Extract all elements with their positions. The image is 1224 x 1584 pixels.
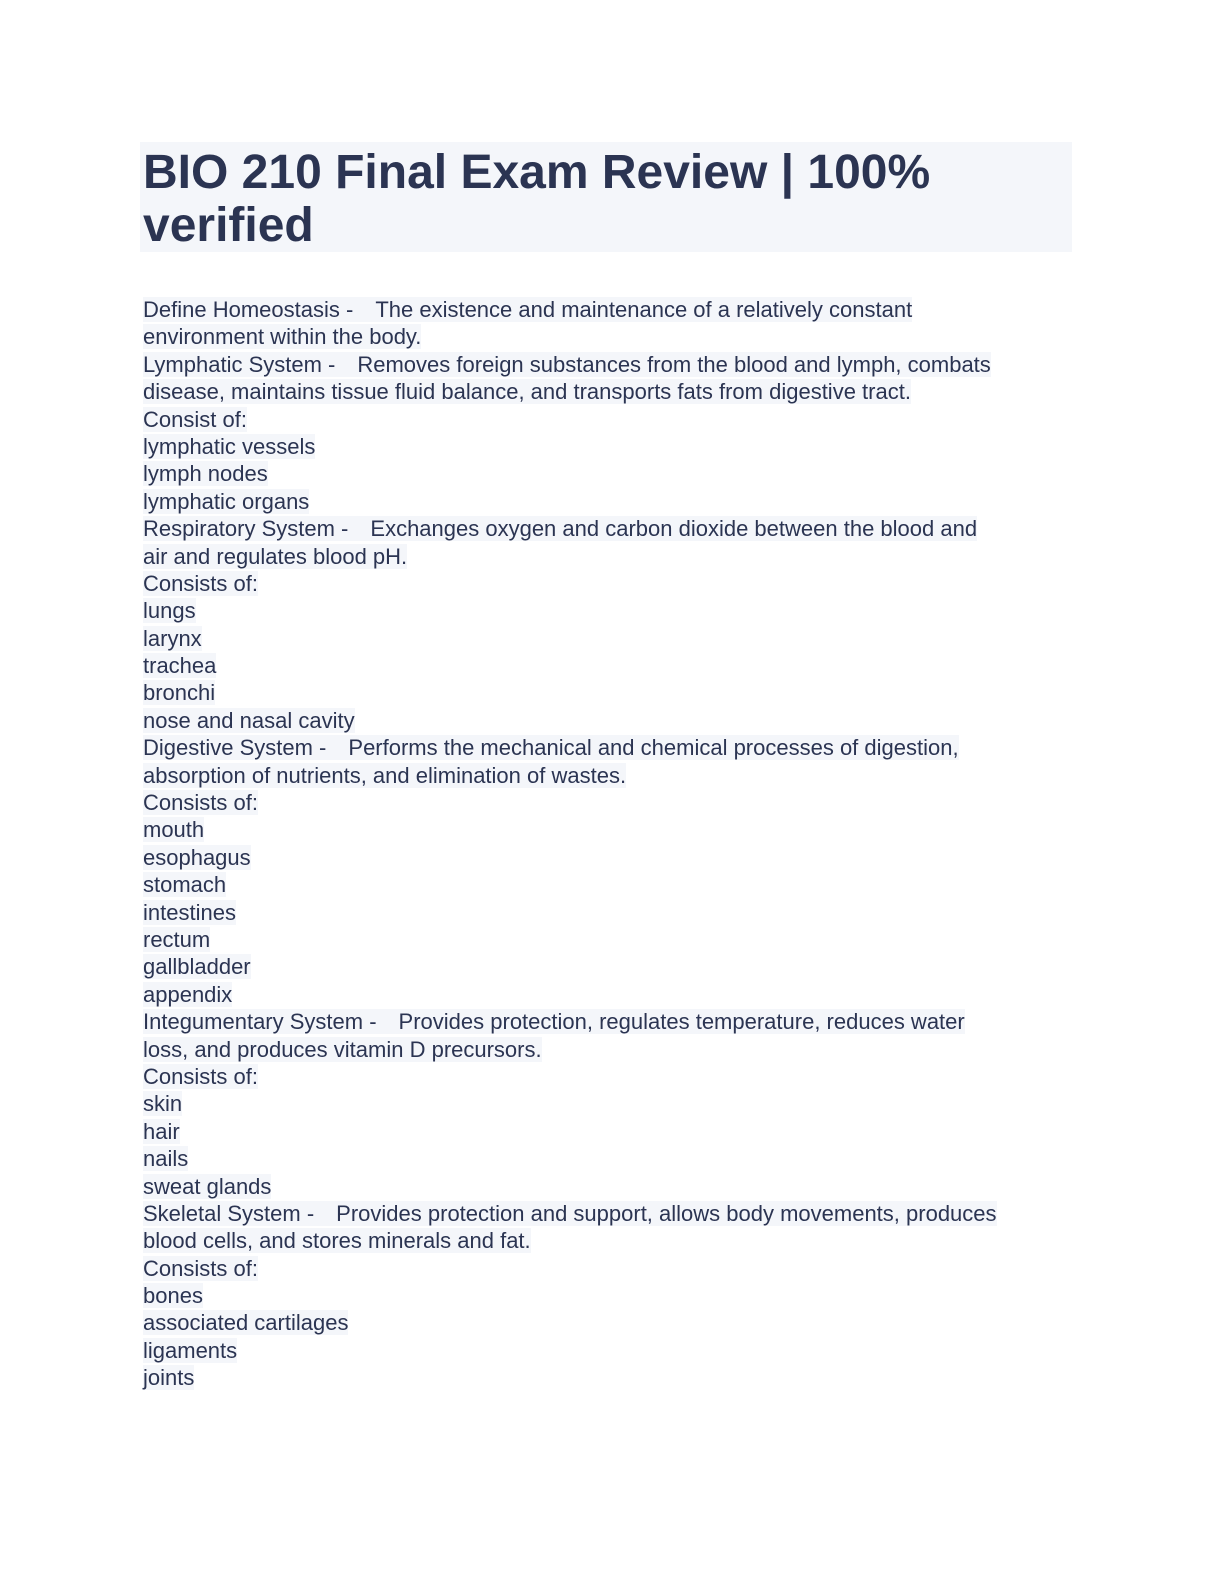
text-line xyxy=(143,406,1083,433)
line-text: joints xyxy=(143,1365,195,1391)
line-highlight xyxy=(143,1091,182,1116)
text-line xyxy=(143,899,1083,926)
text-line xyxy=(143,871,1083,898)
line-text: loss, and produces vitamin D precursors. xyxy=(143,1036,542,1062)
text-line xyxy=(143,378,1083,405)
text-line xyxy=(143,734,1083,761)
line-highlight xyxy=(143,1338,237,1363)
line-text: mouth xyxy=(143,817,205,843)
line-highlight xyxy=(143,571,258,596)
line-highlight xyxy=(143,817,204,842)
text-line xyxy=(143,1227,1083,1254)
line-highlight xyxy=(143,1283,203,1308)
line-text: lymph nodes xyxy=(143,461,268,487)
line-highlight xyxy=(143,1310,348,1335)
definition-text: Provides protection and support, allows body movements, produces xyxy=(336,1200,997,1226)
line-text: associated cartilages xyxy=(143,1310,349,1336)
line-highlight xyxy=(143,1146,188,1171)
line-highlight xyxy=(143,872,226,897)
text-line xyxy=(143,1337,1083,1364)
definition-text: The existence and maintenance of a relatively constant xyxy=(375,297,913,322)
term-label: Lymphatic System - xyxy=(143,351,336,377)
line-text: trachea xyxy=(143,653,217,679)
line-highlight xyxy=(143,982,232,1007)
text-line xyxy=(143,1145,1083,1172)
line-highlight xyxy=(143,1228,531,1253)
line-highlight xyxy=(143,927,210,952)
line-highlight xyxy=(143,1174,271,1199)
line-highlight xyxy=(143,790,258,815)
line-highlight xyxy=(143,1201,997,1226)
line-highlight xyxy=(143,434,315,459)
line-text: Consists of: xyxy=(143,790,258,816)
line-highlight xyxy=(143,324,421,349)
line-text: Consists of: xyxy=(143,570,258,596)
text-line xyxy=(143,515,1083,542)
text-line xyxy=(143,488,1083,515)
line-highlight xyxy=(143,461,268,486)
line-text: hair xyxy=(143,1118,180,1144)
term-label: Define Homeostasis - xyxy=(143,297,354,322)
line-highlight xyxy=(143,1064,258,1089)
line-text: nose and nasal cavity xyxy=(143,707,355,733)
document-body xyxy=(143,296,1083,1392)
text-line xyxy=(143,433,1083,460)
line-highlight xyxy=(143,544,407,569)
line-text: lymphatic organs xyxy=(143,488,310,514)
text-line xyxy=(143,1364,1083,1391)
line-highlight xyxy=(143,379,911,404)
line-highlight xyxy=(143,1256,258,1281)
line-text: stomach xyxy=(143,872,227,898)
line-highlight xyxy=(143,626,202,651)
text-line xyxy=(143,981,1083,1008)
text-line xyxy=(143,543,1083,570)
line-text: Consists of: xyxy=(143,1255,258,1281)
text-line xyxy=(143,460,1083,487)
line-highlight xyxy=(143,1037,542,1062)
definition-text: Exchanges oxygen and carbon dioxide between the blood and xyxy=(370,516,978,542)
text-line xyxy=(143,816,1083,843)
text-line xyxy=(143,1036,1083,1063)
line-highlight xyxy=(143,1009,965,1034)
line-text: nails xyxy=(143,1146,189,1172)
text-line xyxy=(143,844,1083,871)
line-highlight xyxy=(143,763,626,788)
line-text: Consist of: xyxy=(143,406,247,432)
line-text: Consists of: xyxy=(143,1063,258,1089)
text-line xyxy=(143,1309,1083,1336)
text-line xyxy=(143,1200,1083,1227)
line-text: environment within the body. xyxy=(143,324,422,350)
text-line xyxy=(143,926,1083,953)
text-line xyxy=(143,1008,1083,1035)
line-text: intestines xyxy=(143,899,236,925)
line-highlight xyxy=(143,1365,194,1390)
text-line xyxy=(143,1118,1083,1145)
line-text: gallbladder xyxy=(143,954,251,980)
term-label: Digestive System - xyxy=(143,735,327,761)
document-title: BIO 210 Final Exam Review | 100% verified xyxy=(143,146,931,252)
line-highlight xyxy=(143,954,251,979)
text-line xyxy=(143,323,1083,350)
line-text: appendix xyxy=(143,981,233,1007)
line-highlight xyxy=(143,1119,180,1144)
line-highlight xyxy=(143,407,247,432)
line-highlight xyxy=(143,297,912,322)
text-line xyxy=(143,625,1083,652)
text-line xyxy=(143,1255,1083,1282)
term-label: Respiratory System - xyxy=(143,516,349,542)
text-line xyxy=(143,1173,1083,1200)
line-highlight xyxy=(143,680,215,705)
definition-text: Performs the mechanical and chemical processes of digestion, xyxy=(348,735,959,761)
text-line xyxy=(143,652,1083,679)
text-line xyxy=(143,1282,1083,1309)
line-highlight xyxy=(143,598,196,623)
line-text: bronchi xyxy=(143,680,216,706)
line-text: bones xyxy=(143,1283,203,1309)
line-text: lymphatic vessels xyxy=(143,433,316,459)
line-text: sweat glands xyxy=(143,1173,272,1199)
line-highlight xyxy=(143,735,959,760)
line-highlight xyxy=(143,489,309,514)
text-line xyxy=(143,953,1083,980)
definition-text: Removes foreign substances from the blood and lymph, combats xyxy=(357,351,991,377)
term-label: Integumentary System - xyxy=(143,1009,377,1035)
line-text: ligaments xyxy=(143,1337,238,1363)
line-highlight xyxy=(143,708,355,733)
line-text: air and regulates blood pH. xyxy=(143,543,408,569)
line-highlight xyxy=(143,653,216,678)
line-text: blood cells, and stores minerals and fat. xyxy=(143,1228,531,1254)
line-text: esophagus xyxy=(143,844,251,870)
line-text: absorption of nutrients, and elimination of wastes. xyxy=(143,762,627,788)
line-highlight xyxy=(143,352,991,377)
definition-text: Provides protection, regulates temperature, reduces water xyxy=(398,1009,965,1035)
line-highlight xyxy=(143,516,977,541)
line-text: larynx xyxy=(143,625,202,651)
text-line xyxy=(143,789,1083,816)
text-line xyxy=(143,570,1083,597)
text-line xyxy=(143,707,1083,734)
text-line xyxy=(143,1063,1083,1090)
text-line xyxy=(143,296,1083,323)
line-text: lungs xyxy=(143,598,196,624)
line-highlight xyxy=(143,845,251,870)
line-text: skin xyxy=(143,1091,183,1117)
text-line xyxy=(143,679,1083,706)
line-text: disease, maintains tissue fluid balance, and transports fats from digestive tract. xyxy=(143,379,911,405)
text-line xyxy=(143,1090,1083,1117)
text-line xyxy=(143,762,1083,789)
line-highlight xyxy=(143,900,236,925)
text-line xyxy=(143,351,1083,378)
term-label: Skeletal System - xyxy=(143,1200,315,1226)
line-text: rectum xyxy=(143,926,211,952)
text-line xyxy=(143,597,1083,624)
